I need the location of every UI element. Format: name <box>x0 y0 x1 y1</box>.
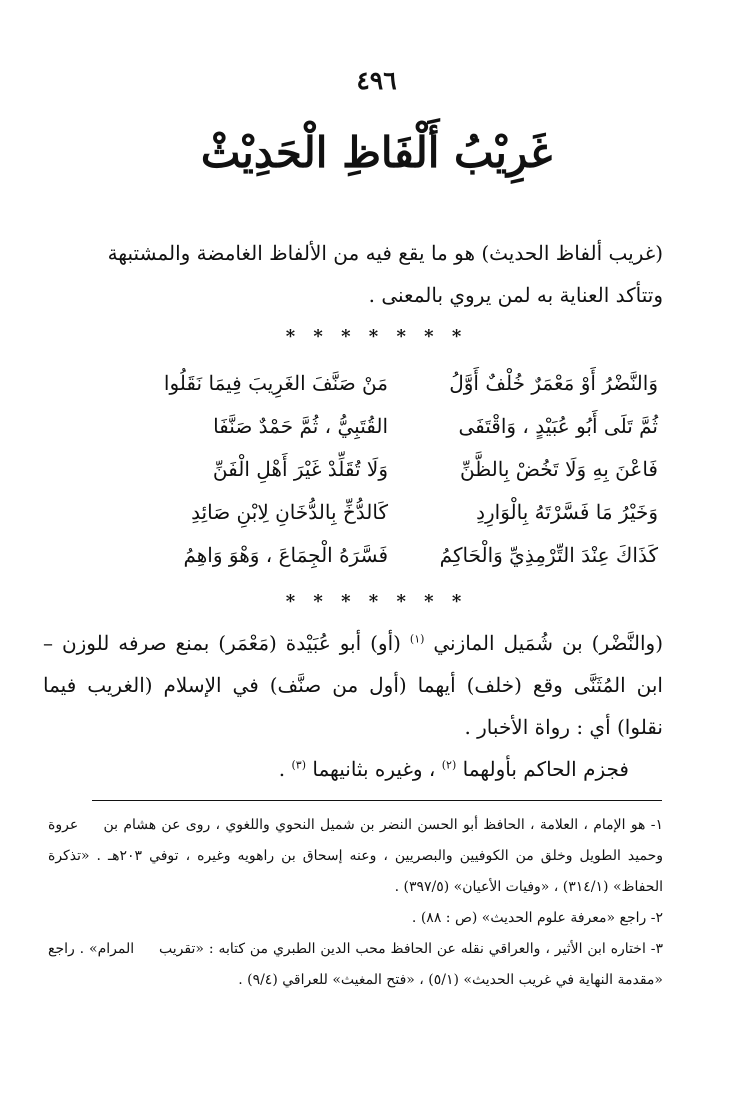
verse-line <box>138 405 658 448</box>
footnotes <box>48 810 663 996</box>
verse-second-hemistich: كَالدُّخِّ بِالدُّخَانِ لِابْنِ صَائِدِ <box>191 500 388 524</box>
intro-line: (غريب ألفاظ الحديث) هو ما يقع فيه من الألفاظ الغامضة والمشتبهة <box>107 241 663 265</box>
footnote-ref-3[interactable]: (٣) <box>291 758 306 772</box>
verse-first-hemistich: وَخَيْرُ مَا فَسَّرْتَهُ بِالْوَارِدِ <box>476 500 658 524</box>
verse-first-hemistich: فَاعْنَ بِهِ وَلَا تَخُضْ بِالظَّنِّ <box>460 457 658 481</box>
commentary-text: (والنَّضْر) بن شُمَيل المازني <box>433 631 664 655</box>
footnote-text: المرام» . راجع «مقدمة النهاية في غريب الحديث» (٥/١) ، «فتح المغيث» للعراقي (٩/٤) . <box>48 941 663 988</box>
footnote-text: عروة وحميد الطويل وخلق من الكوفيين والبصريين ، وعنه إسحاق بن راهويه وغيره ، توفي ٢٠٣هـ . «تذكرة الحفاظ» (٣١٤/١) ، «وفيات الأعيان» (٣٩٧/٥) . <box>48 817 663 895</box>
verse-second-hemistich: مَنْ صَنَّفَ الغَرِيبَ فِيمَا نَقَلُوا <box>163 371 388 395</box>
commentary-text: (أو) أبو عُبَيْدة (مَعْمَر) بمنع صرفه للوزن – ابن المُثَنَّى وقع (خلف) أيهما (أول من صنَّف) في الإسلام (الغريب فيما نقلوا) أي : رواة الأخبار . <box>43 631 663 739</box>
footnote-text: ٢- راجع «معرفة علوم الحديث» (ص : ٨٨) . <box>411 910 663 926</box>
stars-divider-bottom: * * * * * * * <box>285 591 468 612</box>
verse-line <box>138 534 658 577</box>
verse-first-hemistich: وَالنَّضْرُ أَوْ مَعْمَرٌ خُلْفٌ أَوَّلُ <box>449 371 658 395</box>
stars-divider-top: * * * * * * * <box>285 326 468 347</box>
commentary <box>43 622 663 790</box>
verse-second-hemistich: القُتَبِيُّ ، ثُمَّ حَمْدٌ صَنَّفَا <box>213 414 388 438</box>
commentary-paragraph <box>43 622 663 748</box>
verse-line <box>138 491 658 534</box>
verse-line <box>138 362 658 405</box>
footnote-text: ٣- اختاره ابن الأثير ، والعراقي نقله عن الحافظ محب الدين الطبري من كتابه : «تقريب <box>159 941 664 957</box>
footnote-text: ١- هو الإمام ، العلامة ، الحافظ أبو الحسن النضر بن شميل النحوي واللغوي ، روى عن هشام بن <box>103 817 663 833</box>
verse-line <box>138 448 658 491</box>
commentary-text: ، وغيره بثانيهما <box>312 757 436 781</box>
footnote-ref-1[interactable]: (١) <box>409 632 425 646</box>
commentary-text: فجزم الحاكم بأولهما <box>462 757 629 781</box>
verse-block <box>138 362 658 577</box>
footnote-3 <box>48 934 663 996</box>
chapter-title: غَرِيْبُ أَلْفَاظِ الْحَدِيْثْ <box>200 128 553 177</box>
footnote-1 <box>48 810 663 903</box>
footnote-divider <box>92 800 662 801</box>
commentary-text: . <box>278 757 286 781</box>
verse-second-hemistich: فَسَّرَهُ الْجِمَاعَ ، وَهْوَ وَاهِمُ <box>183 543 388 567</box>
verse-first-hemistich: ثُمَّ تَلَى أَبُو عُبَيْدٍ ، وَاقْتَفَى <box>458 414 658 438</box>
intro-line: وتتأكد العناية به لمن يروي بالمعنى . <box>368 283 663 307</box>
footnote-ref-2[interactable]: (٢) <box>441 758 457 772</box>
page-number: ٤٩٦ <box>356 66 397 95</box>
commentary-paragraph <box>43 748 663 790</box>
verse-first-hemistich: كَذَاكَ عِنْدَ التِّرْمِذِيِّ وَالْحَاكِمُ <box>439 543 658 567</box>
footnote-2 <box>48 903 663 934</box>
verse-second-hemistich: وَلَا تُقَلِّدْ غَيْرَ أَهْلِ الْفَنِّ <box>212 457 388 481</box>
intro-paragraph <box>63 232 663 316</box>
